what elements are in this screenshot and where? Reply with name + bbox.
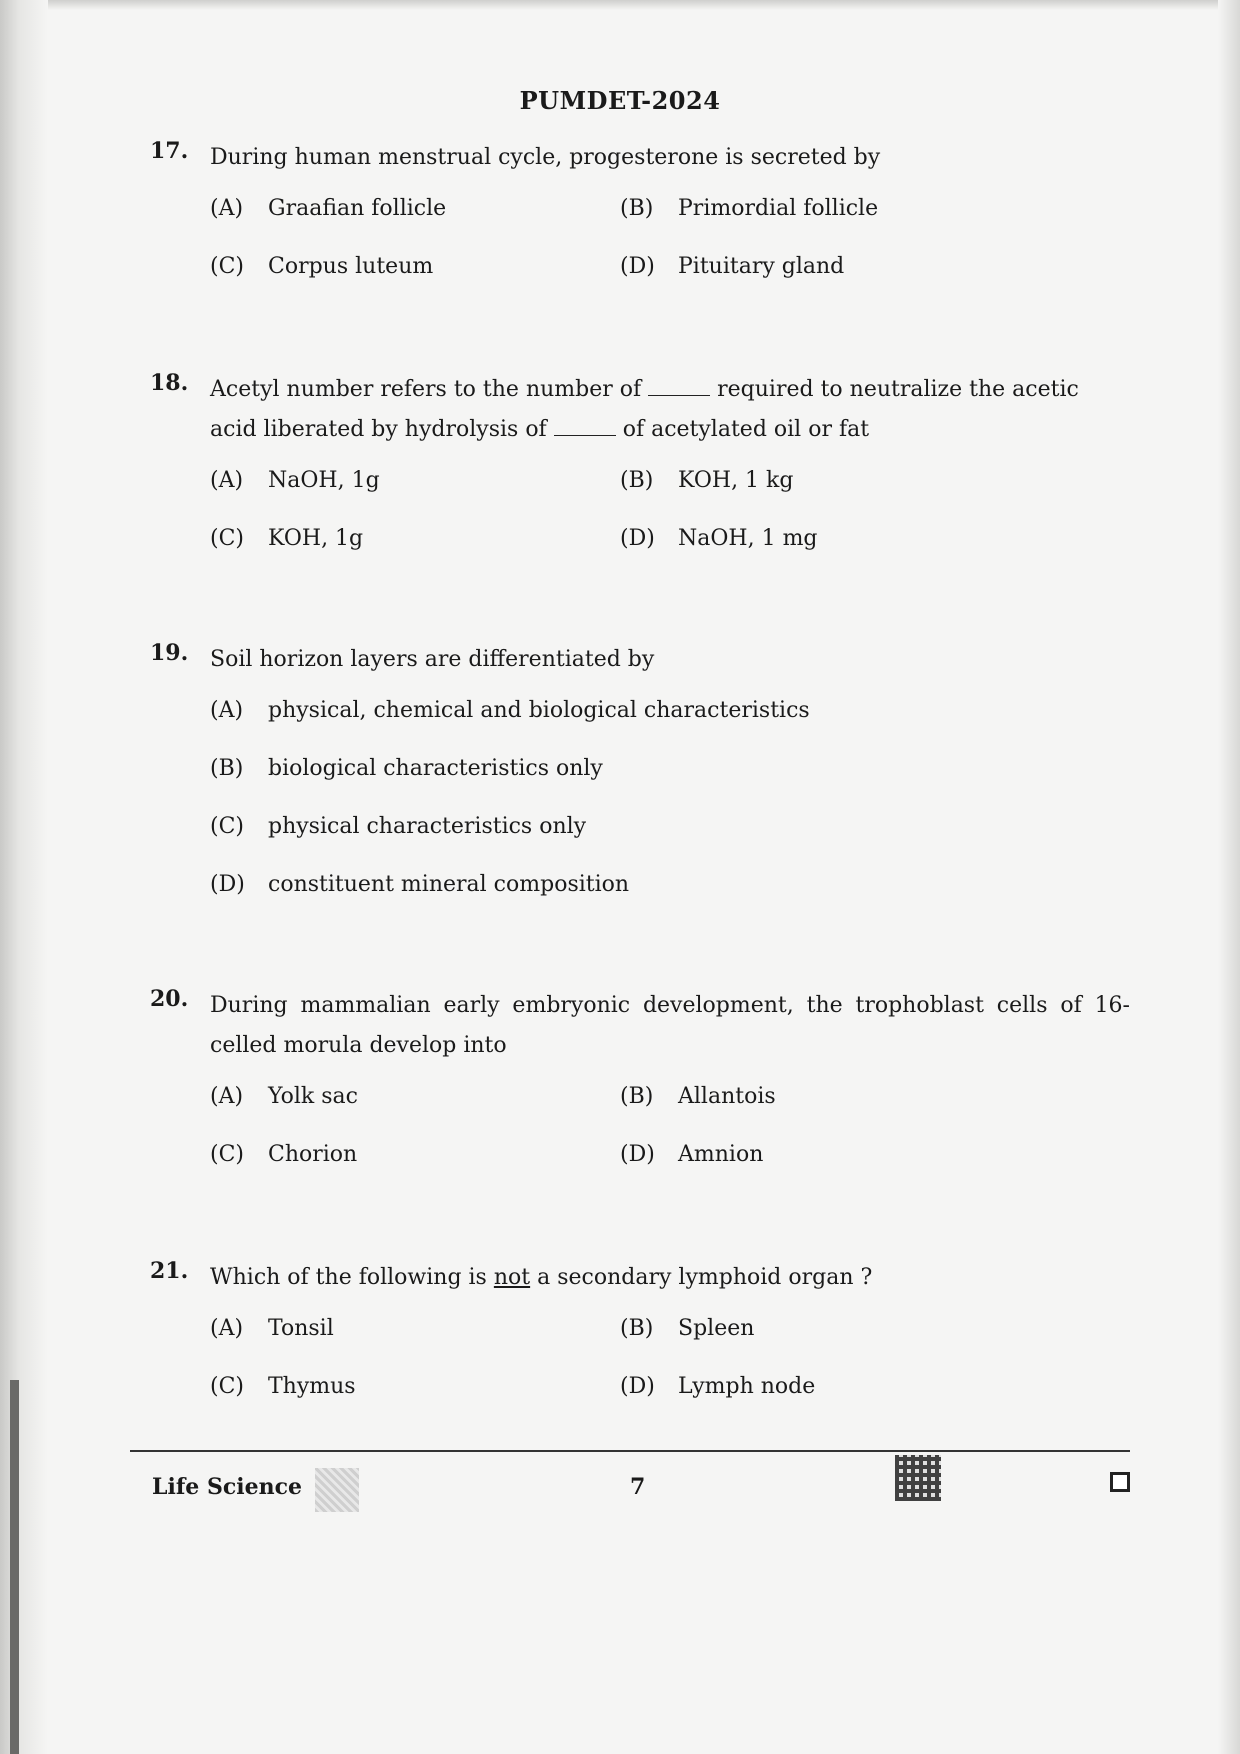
question-text: During mammalian early embryonic development, the trophoblast cells of 16-celled morula develop into [210, 993, 1130, 1058]
option-d[interactable]: (D) Lymph node [620, 1374, 816, 1399]
question-number: 19. [150, 640, 189, 666]
question-20 [150, 986, 1130, 1186]
question-text: Which of the following is not a secondary lymphoid organ ? [210, 1265, 873, 1290]
option-a[interactable]: (A) NaOH, 1g [210, 468, 380, 493]
question-number: 21. [150, 1258, 189, 1284]
option-c[interactable]: (C) KOH, 1g [210, 526, 364, 551]
option-b[interactable]: (B) KOH, 1 kg [620, 468, 794, 493]
question-17 [150, 138, 1130, 298]
page-top-edge [0, 0, 1240, 10]
option-b[interactable]: (B) Allantois [620, 1084, 776, 1109]
binding-mark [10, 1380, 19, 1754]
option-c[interactable]: (C) Thymus [210, 1374, 356, 1399]
option-c[interactable]: (C) Corpus luteum [210, 254, 434, 279]
footer-divider [130, 1450, 1130, 1452]
square-icon [1110, 1472, 1130, 1492]
page-title: PUMDET-2024 [519, 86, 721, 115]
question-text: During human menstrual cycle, progesterone is secreted by [210, 145, 881, 170]
question-text: Soil horizon layers are differentiated by [210, 647, 655, 672]
question-19 [150, 640, 1130, 897]
question-number: 17. [150, 138, 189, 164]
answer-blank [554, 417, 616, 436]
option-c[interactable]: (C) physical characteristics only [210, 814, 587, 839]
option-a[interactable]: (A) Tonsil [210, 1316, 334, 1341]
option-a[interactable]: (A) Graafian follicle [210, 196, 447, 221]
page-left-edge [0, 0, 48, 1754]
option-d[interactable]: (D) Pituitary gland [620, 254, 845, 279]
option-b[interactable]: (B) Spleen [620, 1316, 755, 1341]
option-a[interactable]: (A) physical, chemical and biological characteristics [210, 698, 810, 723]
page-number: 7 [630, 1474, 646, 1500]
option-a[interactable]: (A) Yolk sac [210, 1084, 358, 1109]
option-c[interactable]: (C) Chorion [210, 1142, 358, 1167]
subject-label: Life Science [152, 1474, 302, 1500]
question-text: Acetyl number refers to the number of required to neutralize the acetic acid liberated by hydrolysis of of acetylated oil or fat [210, 377, 1079, 442]
question-21 [150, 1258, 1130, 1418]
option-d[interactable]: (D) Amnion [620, 1142, 764, 1167]
qr-code-icon [895, 1455, 941, 1501]
faint-qr-code-icon [315, 1468, 359, 1512]
question-number: 18. [150, 370, 189, 396]
option-d[interactable]: (D) NaOH, 1 mg [620, 526, 818, 551]
question-18 [150, 370, 1130, 570]
option-b[interactable]: (B) Primordial follicle [620, 196, 879, 221]
question-number: 20. [150, 986, 189, 1012]
answer-blank [648, 377, 710, 396]
option-d[interactable]: (D) constituent mineral composition [210, 872, 630, 897]
option-b[interactable]: (B) biological characteristics only [210, 756, 603, 781]
page-right-edge [1218, 0, 1240, 1754]
